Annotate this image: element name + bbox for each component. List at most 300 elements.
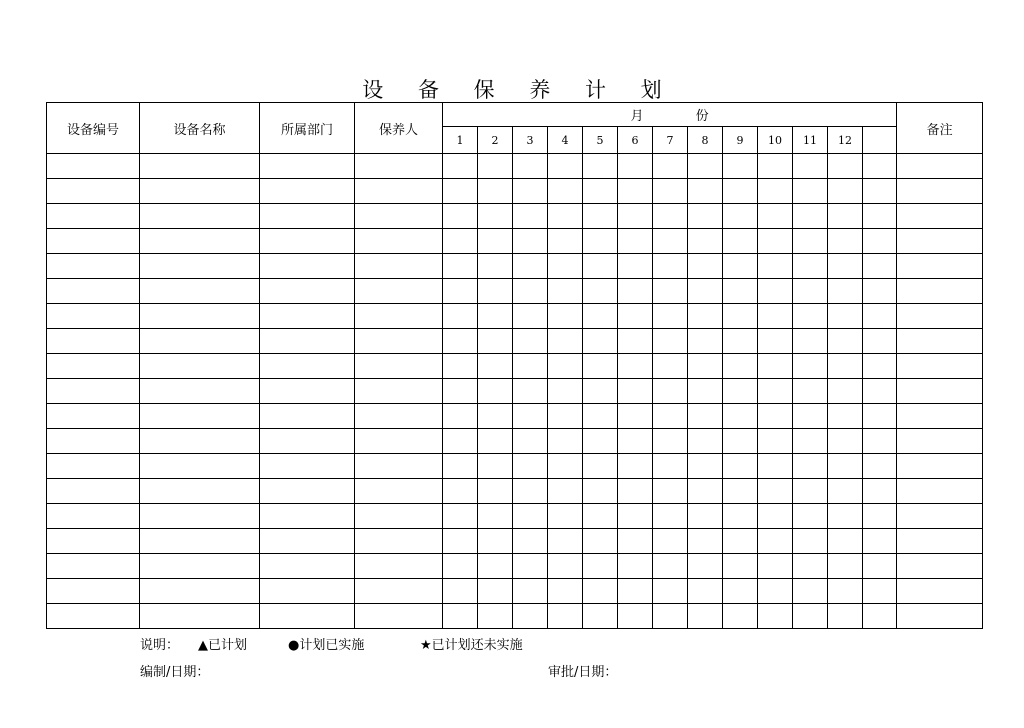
- table-cell[interactable]: [688, 479, 723, 504]
- table-cell[interactable]: [355, 204, 443, 229]
- table-cell[interactable]: [583, 354, 618, 379]
- table-cell[interactable]: [443, 154, 478, 179]
- table-cell[interactable]: [723, 229, 758, 254]
- table-cell[interactable]: [897, 404, 983, 429]
- table-cell[interactable]: [793, 529, 828, 554]
- table-cell[interactable]: [548, 454, 583, 479]
- table-cell[interactable]: [723, 604, 758, 629]
- table-cell[interactable]: [897, 429, 983, 454]
- table-cell[interactable]: [260, 454, 355, 479]
- table-cell[interactable]: [548, 529, 583, 554]
- table-cell[interactable]: [513, 229, 548, 254]
- table-cell[interactable]: [260, 154, 355, 179]
- table-cell[interactable]: [618, 479, 653, 504]
- table-cell[interactable]: [723, 454, 758, 479]
- table-cell[interactable]: [583, 254, 618, 279]
- table-cell[interactable]: [443, 404, 478, 429]
- table-cell[interactable]: [260, 329, 355, 354]
- table-cell[interactable]: [443, 304, 478, 329]
- table-cell[interactable]: [47, 154, 140, 179]
- table-cell[interactable]: [758, 154, 793, 179]
- table-cell[interactable]: [548, 154, 583, 179]
- table-cell[interactable]: [793, 154, 828, 179]
- table-cell[interactable]: [688, 329, 723, 354]
- table-cell[interactable]: [355, 604, 443, 629]
- table-cell[interactable]: [583, 204, 618, 229]
- table-cell[interactable]: [513, 479, 548, 504]
- table-cell[interactable]: [583, 604, 618, 629]
- table-cell[interactable]: [47, 354, 140, 379]
- table-cell[interactable]: [863, 279, 897, 304]
- table-cell[interactable]: [140, 404, 260, 429]
- table-cell[interactable]: [355, 154, 443, 179]
- table-cell[interactable]: [653, 429, 688, 454]
- table-cell[interactable]: [618, 204, 653, 229]
- table-cell[interactable]: [583, 429, 618, 454]
- table-cell[interactable]: [355, 404, 443, 429]
- table-cell[interactable]: [47, 479, 140, 504]
- table-cell[interactable]: [443, 279, 478, 304]
- table-cell[interactable]: [618, 379, 653, 404]
- table-cell[interactable]: [618, 254, 653, 279]
- table-cell[interactable]: [260, 554, 355, 579]
- table-cell[interactable]: [653, 604, 688, 629]
- table-cell[interactable]: [618, 504, 653, 529]
- table-cell[interactable]: [897, 254, 983, 279]
- table-cell[interactable]: [260, 604, 355, 629]
- table-cell[interactable]: [548, 254, 583, 279]
- table-cell[interactable]: [863, 154, 897, 179]
- table-cell[interactable]: [140, 529, 260, 554]
- table-cell[interactable]: [723, 404, 758, 429]
- table-cell[interactable]: [863, 504, 897, 529]
- table-cell[interactable]: [863, 454, 897, 479]
- table-cell[interactable]: [513, 304, 548, 329]
- table-cell[interactable]: [548, 329, 583, 354]
- table-cell[interactable]: [758, 279, 793, 304]
- table-cell[interactable]: [723, 479, 758, 504]
- table-cell[interactable]: [828, 354, 863, 379]
- table-cell[interactable]: [723, 504, 758, 529]
- table-cell[interactable]: [443, 504, 478, 529]
- table-cell[interactable]: [863, 379, 897, 404]
- table-cell[interactable]: [478, 379, 513, 404]
- table-cell[interactable]: [47, 254, 140, 279]
- table-cell[interactable]: [723, 329, 758, 354]
- table-cell[interactable]: [688, 404, 723, 429]
- table-cell[interactable]: [828, 154, 863, 179]
- table-cell[interactable]: [653, 204, 688, 229]
- table-cell[interactable]: [140, 204, 260, 229]
- table-cell[interactable]: [355, 554, 443, 579]
- table-cell[interactable]: [443, 179, 478, 204]
- table-cell[interactable]: [260, 429, 355, 454]
- table-cell[interactable]: [443, 429, 478, 454]
- table-cell[interactable]: [355, 354, 443, 379]
- table-cell[interactable]: [140, 254, 260, 279]
- table-cell[interactable]: [897, 504, 983, 529]
- table-cell[interactable]: [583, 554, 618, 579]
- table-cell[interactable]: [897, 204, 983, 229]
- table-cell[interactable]: [758, 404, 793, 429]
- table-cell[interactable]: [548, 279, 583, 304]
- table-cell[interactable]: [758, 479, 793, 504]
- table-cell[interactable]: [140, 304, 260, 329]
- table-cell[interactable]: [863, 604, 897, 629]
- table-cell[interactable]: [723, 179, 758, 204]
- table-cell[interactable]: [793, 579, 828, 604]
- table-cell[interactable]: [653, 179, 688, 204]
- table-cell[interactable]: [618, 279, 653, 304]
- table-cell[interactable]: [828, 329, 863, 354]
- table-cell[interactable]: [688, 604, 723, 629]
- table-cell[interactable]: [793, 254, 828, 279]
- table-cell[interactable]: [653, 154, 688, 179]
- table-cell[interactable]: [47, 404, 140, 429]
- table-cell[interactable]: [583, 304, 618, 329]
- table-cell[interactable]: [443, 454, 478, 479]
- table-cell[interactable]: [260, 404, 355, 429]
- table-cell[interactable]: [47, 304, 140, 329]
- table-cell[interactable]: [897, 229, 983, 254]
- table-cell[interactable]: [140, 279, 260, 304]
- table-cell[interactable]: [47, 504, 140, 529]
- table-cell[interactable]: [260, 379, 355, 404]
- table-cell[interactable]: [513, 529, 548, 554]
- table-cell[interactable]: [355, 304, 443, 329]
- table-cell[interactable]: [548, 479, 583, 504]
- table-cell[interactable]: [478, 454, 513, 479]
- table-cell[interactable]: [723, 354, 758, 379]
- table-cell[interactable]: [513, 154, 548, 179]
- table-cell[interactable]: [828, 279, 863, 304]
- table-cell[interactable]: [47, 604, 140, 629]
- table-cell[interactable]: [47, 379, 140, 404]
- table-cell[interactable]: [355, 429, 443, 454]
- table-cell[interactable]: [260, 504, 355, 529]
- table-cell[interactable]: [688, 379, 723, 404]
- table-cell[interactable]: [443, 579, 478, 604]
- table-cell[interactable]: [828, 579, 863, 604]
- table-cell[interactable]: [688, 529, 723, 554]
- table-cell[interactable]: [723, 579, 758, 604]
- table-cell[interactable]: [793, 404, 828, 429]
- table-cell[interactable]: [653, 504, 688, 529]
- table-cell[interactable]: [140, 504, 260, 529]
- table-cell[interactable]: [688, 179, 723, 204]
- table-cell[interactable]: [478, 554, 513, 579]
- table-cell[interactable]: [443, 379, 478, 404]
- table-cell[interactable]: [443, 204, 478, 229]
- table-cell[interactable]: [758, 604, 793, 629]
- table-cell[interactable]: [478, 229, 513, 254]
- table-cell[interactable]: [828, 554, 863, 579]
- table-cell[interactable]: [355, 279, 443, 304]
- table-cell[interactable]: [688, 254, 723, 279]
- table-cell[interactable]: [653, 379, 688, 404]
- table-cell[interactable]: [140, 554, 260, 579]
- table-cell[interactable]: [618, 529, 653, 554]
- table-cell[interactable]: [688, 579, 723, 604]
- table-cell[interactable]: [260, 529, 355, 554]
- table-cell[interactable]: [140, 329, 260, 354]
- table-cell[interactable]: [140, 229, 260, 254]
- table-cell[interactable]: [513, 404, 548, 429]
- table-cell[interactable]: [618, 579, 653, 604]
- table-cell[interactable]: [513, 179, 548, 204]
- table-cell[interactable]: [897, 179, 983, 204]
- table-cell[interactable]: [548, 229, 583, 254]
- table-cell[interactable]: [140, 179, 260, 204]
- table-cell[interactable]: [478, 329, 513, 354]
- table-cell[interactable]: [513, 504, 548, 529]
- table-cell[interactable]: [653, 579, 688, 604]
- table-cell[interactable]: [583, 329, 618, 354]
- table-cell[interactable]: [897, 479, 983, 504]
- table-cell[interactable]: [260, 179, 355, 204]
- table-cell[interactable]: [478, 479, 513, 504]
- table-cell[interactable]: [618, 429, 653, 454]
- table-cell[interactable]: [793, 204, 828, 229]
- table-cell[interactable]: [478, 154, 513, 179]
- table-cell[interactable]: [47, 429, 140, 454]
- table-cell[interactable]: [688, 304, 723, 329]
- table-cell[interactable]: [758, 579, 793, 604]
- table-cell[interactable]: [688, 554, 723, 579]
- table-cell[interactable]: [758, 229, 793, 254]
- table-cell[interactable]: [758, 179, 793, 204]
- table-cell[interactable]: [897, 354, 983, 379]
- table-cell[interactable]: [793, 354, 828, 379]
- table-cell[interactable]: [443, 329, 478, 354]
- table-cell[interactable]: [478, 279, 513, 304]
- table-cell[interactable]: [828, 229, 863, 254]
- table-cell[interactable]: [897, 554, 983, 579]
- table-cell[interactable]: [863, 479, 897, 504]
- table-cell[interactable]: [583, 579, 618, 604]
- table-cell[interactable]: [618, 554, 653, 579]
- table-cell[interactable]: [478, 179, 513, 204]
- table-cell[interactable]: [758, 254, 793, 279]
- table-cell[interactable]: [140, 379, 260, 404]
- table-cell[interactable]: [758, 354, 793, 379]
- table-cell[interactable]: [355, 229, 443, 254]
- table-cell[interactable]: [140, 604, 260, 629]
- table-cell[interactable]: [548, 404, 583, 429]
- table-cell[interactable]: [140, 154, 260, 179]
- table-cell[interactable]: [688, 154, 723, 179]
- table-cell[interactable]: [828, 604, 863, 629]
- table-cell[interactable]: [443, 354, 478, 379]
- table-cell[interactable]: [723, 429, 758, 454]
- table-cell[interactable]: [863, 529, 897, 554]
- table-cell[interactable]: [548, 504, 583, 529]
- table-cell[interactable]: [513, 354, 548, 379]
- table-cell[interactable]: [618, 354, 653, 379]
- table-cell[interactable]: [140, 579, 260, 604]
- table-cell[interactable]: [688, 454, 723, 479]
- table-cell[interactable]: [688, 279, 723, 304]
- table-cell[interactable]: [897, 304, 983, 329]
- table-cell[interactable]: [47, 279, 140, 304]
- table-cell[interactable]: [140, 454, 260, 479]
- table-cell[interactable]: [140, 479, 260, 504]
- table-cell[interactable]: [688, 429, 723, 454]
- table-cell[interactable]: [260, 354, 355, 379]
- table-cell[interactable]: [513, 554, 548, 579]
- table-cell[interactable]: [47, 329, 140, 354]
- table-cell[interactable]: [653, 304, 688, 329]
- table-cell[interactable]: [793, 429, 828, 454]
- table-cell[interactable]: [897, 454, 983, 479]
- table-cell[interactable]: [758, 379, 793, 404]
- table-cell[interactable]: [355, 329, 443, 354]
- table-cell[interactable]: [478, 354, 513, 379]
- table-cell[interactable]: [863, 429, 897, 454]
- table-cell[interactable]: [583, 529, 618, 554]
- table-cell[interactable]: [260, 229, 355, 254]
- table-cell[interactable]: [618, 304, 653, 329]
- table-cell[interactable]: [548, 554, 583, 579]
- table-cell[interactable]: [443, 229, 478, 254]
- table-cell[interactable]: [548, 429, 583, 454]
- table-cell[interactable]: [897, 329, 983, 354]
- table-cell[interactable]: [355, 504, 443, 529]
- table-cell[interactable]: [47, 554, 140, 579]
- table-cell[interactable]: [548, 354, 583, 379]
- table-cell[interactable]: [548, 604, 583, 629]
- table-cell[interactable]: [793, 479, 828, 504]
- table-cell[interactable]: [513, 329, 548, 354]
- table-cell[interactable]: [260, 204, 355, 229]
- table-cell[interactable]: [355, 179, 443, 204]
- table-cell[interactable]: [793, 604, 828, 629]
- table-cell[interactable]: [548, 204, 583, 229]
- table-cell[interactable]: [513, 279, 548, 304]
- table-cell[interactable]: [758, 429, 793, 454]
- table-cell[interactable]: [47, 454, 140, 479]
- table-cell[interactable]: [897, 154, 983, 179]
- table-cell[interactable]: [653, 354, 688, 379]
- table-cell[interactable]: [793, 329, 828, 354]
- table-cell[interactable]: [443, 479, 478, 504]
- table-cell[interactable]: [897, 379, 983, 404]
- table-cell[interactable]: [793, 554, 828, 579]
- table-cell[interactable]: [758, 204, 793, 229]
- table-cell[interactable]: [828, 404, 863, 429]
- table-cell[interactable]: [793, 379, 828, 404]
- table-cell[interactable]: [688, 354, 723, 379]
- table-cell[interactable]: [47, 179, 140, 204]
- table-cell[interactable]: [688, 504, 723, 529]
- table-cell[interactable]: [863, 554, 897, 579]
- table-cell[interactable]: [478, 604, 513, 629]
- table-cell[interactable]: [478, 579, 513, 604]
- table-cell[interactable]: [583, 404, 618, 429]
- table-cell[interactable]: [653, 479, 688, 504]
- table-cell[interactable]: [723, 529, 758, 554]
- table-cell[interactable]: [758, 504, 793, 529]
- table-cell[interactable]: [513, 454, 548, 479]
- table-cell[interactable]: [723, 204, 758, 229]
- table-cell[interactable]: [758, 304, 793, 329]
- table-cell[interactable]: [260, 254, 355, 279]
- table-cell[interactable]: [548, 179, 583, 204]
- table-cell[interactable]: [828, 479, 863, 504]
- table-cell[interactable]: [478, 529, 513, 554]
- table-cell[interactable]: [863, 204, 897, 229]
- table-cell[interactable]: [47, 229, 140, 254]
- table-cell[interactable]: [355, 479, 443, 504]
- table-cell[interactable]: [513, 379, 548, 404]
- table-cell[interactable]: [548, 579, 583, 604]
- table-cell[interactable]: [828, 304, 863, 329]
- table-cell[interactable]: [618, 329, 653, 354]
- table-cell[interactable]: [828, 429, 863, 454]
- table-cell[interactable]: [260, 579, 355, 604]
- table-cell[interactable]: [583, 379, 618, 404]
- table-cell[interactable]: [793, 454, 828, 479]
- table-cell[interactable]: [513, 254, 548, 279]
- table-cell[interactable]: [355, 379, 443, 404]
- table-cell[interactable]: [583, 454, 618, 479]
- table-cell[interactable]: [863, 229, 897, 254]
- table-cell[interactable]: [443, 604, 478, 629]
- table-cell[interactable]: [863, 304, 897, 329]
- table-cell[interactable]: [653, 229, 688, 254]
- table-cell[interactable]: [140, 429, 260, 454]
- table-cell[interactable]: [478, 304, 513, 329]
- table-cell[interactable]: [758, 529, 793, 554]
- table-cell[interactable]: [140, 354, 260, 379]
- table-cell[interactable]: [513, 204, 548, 229]
- table-cell[interactable]: [897, 279, 983, 304]
- table-cell[interactable]: [688, 229, 723, 254]
- table-cell[interactable]: [793, 179, 828, 204]
- table-cell[interactable]: [548, 379, 583, 404]
- table-cell[interactable]: [583, 504, 618, 529]
- table-cell[interactable]: [828, 204, 863, 229]
- table-cell[interactable]: [863, 579, 897, 604]
- table-cell[interactable]: [723, 254, 758, 279]
- table-cell[interactable]: [793, 304, 828, 329]
- table-cell[interactable]: [723, 154, 758, 179]
- table-cell[interactable]: [47, 579, 140, 604]
- table-cell[interactable]: [793, 279, 828, 304]
- table-cell[interactable]: [618, 179, 653, 204]
- table-cell[interactable]: [863, 254, 897, 279]
- table-cell[interactable]: [828, 179, 863, 204]
- table-cell[interactable]: [583, 154, 618, 179]
- table-cell[interactable]: [513, 429, 548, 454]
- table-cell[interactable]: [723, 279, 758, 304]
- table-cell[interactable]: [758, 454, 793, 479]
- table-cell[interactable]: [260, 304, 355, 329]
- table-cell[interactable]: [583, 229, 618, 254]
- table-cell[interactable]: [618, 154, 653, 179]
- table-cell[interactable]: [583, 179, 618, 204]
- table-cell[interactable]: [758, 554, 793, 579]
- table-cell[interactable]: [653, 529, 688, 554]
- table-cell[interactable]: [793, 504, 828, 529]
- table-cell[interactable]: [793, 229, 828, 254]
- table-cell[interactable]: [47, 204, 140, 229]
- table-cell[interactable]: [723, 554, 758, 579]
- table-cell[interactable]: [443, 554, 478, 579]
- table-cell[interactable]: [443, 529, 478, 554]
- table-cell[interactable]: [653, 454, 688, 479]
- table-cell[interactable]: [723, 379, 758, 404]
